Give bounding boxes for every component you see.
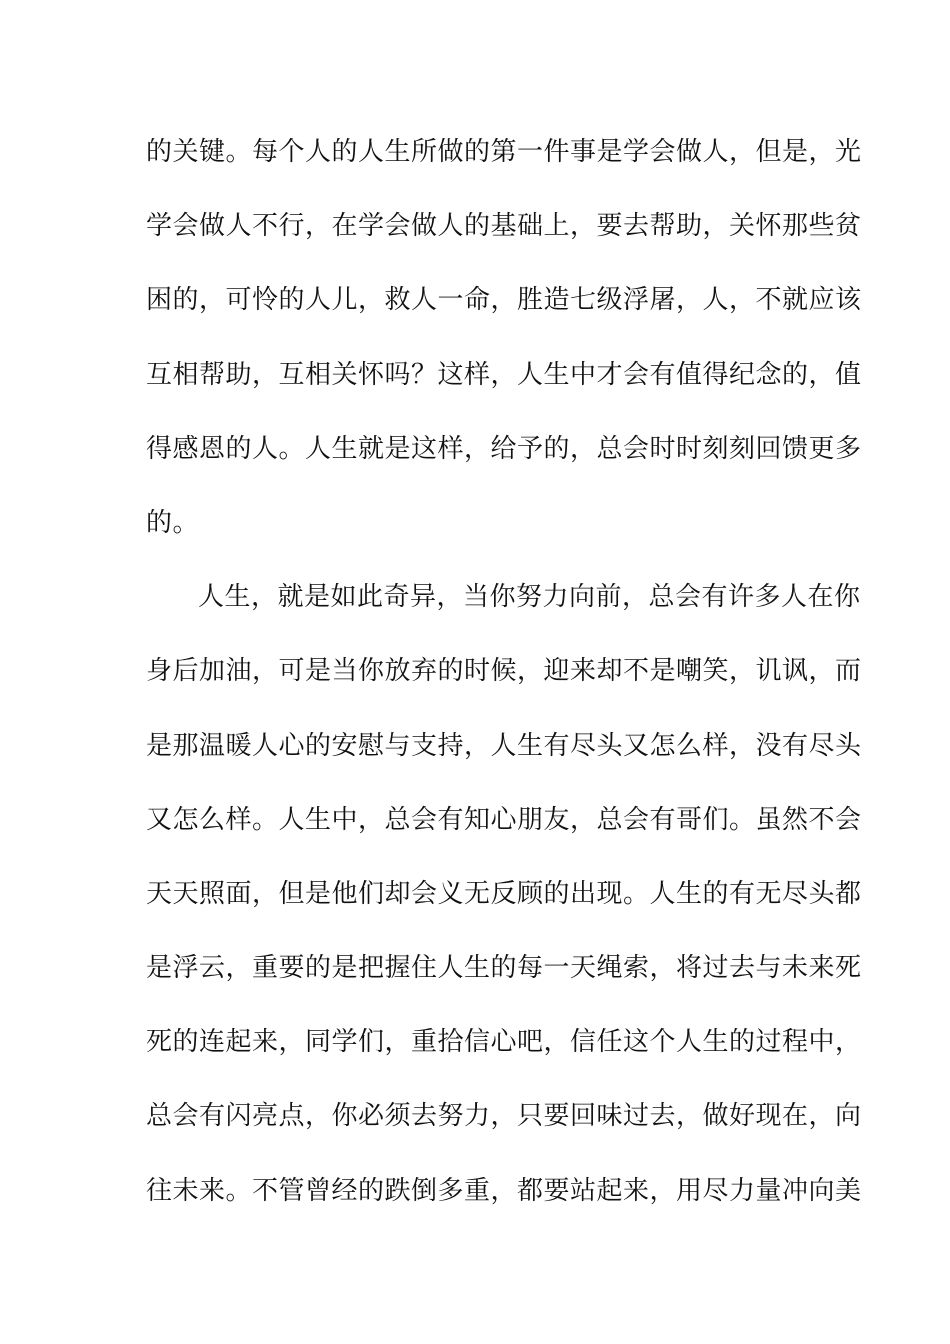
text-line: 是浮云，重要的是把握住人生的每一天绳索，将过去与未来死 (146, 953, 862, 984)
text-line: 是那温暖人心的安慰与支持，人生有尽头又怎么样，没有尽头 (146, 730, 862, 761)
text-line: 又怎么样。人生中，总会有知心朋友，总会有哥们。虽然不会 (146, 804, 862, 835)
text-line: 困的，可怜的人儿，救人一命，胜造七级浮屠，人，不就应该 (146, 285, 862, 316)
text-line: 的关键。每个人的人生所做的第一件事是学会做人，但是，光 (146, 137, 862, 167)
text-line: 得感恩的人。人生就是这样，给予的，总会时时刻刻回馈更多 (146, 433, 862, 464)
text-line: 学会做人不行，在学会做人的基础上，要去帮助，关怀那些贫 (146, 211, 862, 242)
text-line: 身后加油，可是当你放弃的时候，迎来却不是嘲笑，讥讽，而 (146, 656, 862, 687)
text-line: 人生，就是如此奇异，当你努力向前，总会有许多人在你 (198, 582, 861, 613)
text-line: 总会有闪亮点，你必须去努力，只要回味过去，做好现在，向 (146, 1101, 862, 1132)
text-line: 互相帮助，互相关怀吗？这样，人生中才会有值得纪念的，值 (146, 359, 862, 390)
text-line: 的。 (146, 507, 200, 538)
text-line: 往未来。不管曾经的跌倒多重，都要站起来，用尽力量冲向美 (146, 1175, 862, 1206)
body-text (146, 128, 862, 1241)
text-line: 死的连起来，同学们，重拾信心吧，信任这个人生的过程中， (146, 1027, 862, 1058)
paragraph-1 (146, 128, 862, 573)
paragraph-2 (146, 573, 862, 1241)
text-line: 天天照面，但是他们却会义无反顾的出现。人生的有无尽头都 (146, 878, 862, 909)
